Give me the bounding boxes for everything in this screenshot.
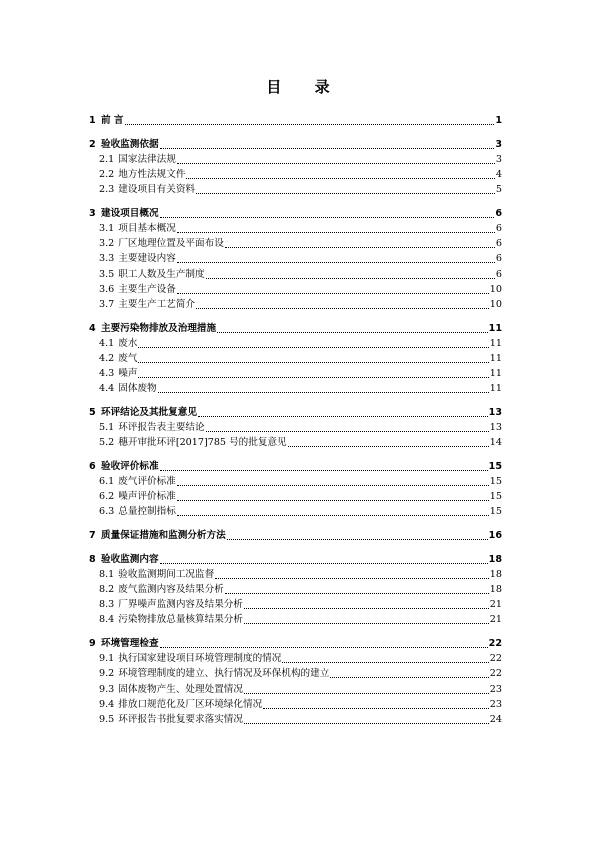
toc-section-entry[interactable] [89,582,502,597]
toc-section-entry[interactable] [89,336,502,351]
toc-leader-dots [138,351,488,363]
toc-section-entry[interactable] [89,435,502,450]
toc-section-entry[interactable] [89,666,502,681]
toc-entry-number: 5.2 [99,437,115,449]
toc-entry-number: 4.2 [99,352,115,364]
toc-entry-label: 执行国家建设项目环境管理制度的情况 [118,653,282,665]
toc-entry-number: 3 [89,207,96,219]
toc-leader-dots [244,682,489,694]
toc-entry-label: 废气监测内容及结果分析 [118,583,224,595]
toc-section-entry[interactable] [89,167,502,182]
toc-section-entry[interactable] [89,351,502,366]
toc-entry-label: 环评结论及其批复意见 [101,406,197,418]
toc-entry-label: 环境管理制度的建立、执行情况及环保机构的建立 [118,668,330,680]
toc-leader-dots [198,405,488,417]
toc-section-entry[interactable] [89,381,502,396]
toc-chapter-entry[interactable] [89,459,502,474]
toc-entry-label: 国家法律法规 [118,153,176,165]
toc-page-number: 1 [495,115,502,127]
toc-leader-dots [177,251,495,263]
toc-entry-number: 8.1 [99,568,115,580]
toc-leader-dots [215,567,489,579]
toc-leader-dots [288,435,489,447]
toc-entry-number: 3.6 [99,283,115,295]
toc-leader-dots [158,381,489,393]
toc-leader-dots [177,504,489,516]
toc-chapter-entry[interactable] [89,405,502,420]
toc-section-entry[interactable] [89,420,502,435]
toc-leader-dots [177,489,489,501]
toc-section-entry[interactable] [89,489,502,504]
toc-page-number: 4 [495,169,502,181]
toc-entry-label: 建设项目概况 [101,207,159,219]
toc-leader-dots [225,582,489,594]
toc-page-number: 18 [489,583,502,595]
toc-entry-label: 验收监测内容 [101,553,159,565]
toc-page-number: 24 [489,713,502,725]
toc-entry-label: 固体废物产生、处理处置情况 [118,683,243,695]
toc-page-number: 6 [495,253,502,265]
toc-page-number: 22 [489,653,502,665]
toc-entry-label: 噪声 [118,368,138,380]
toc-section-entry[interactable] [89,712,502,727]
toc-entry-label: 质量保证措施和监测分析方法 [101,530,226,542]
toc-page-number: 15 [488,460,502,472]
toc-page-number: 6 [495,207,502,219]
toc-leader-dots [160,137,495,149]
toc-page-number: 22 [488,637,502,649]
toc-section-entry[interactable] [89,236,502,251]
toc-leader-dots [196,297,489,309]
toc-page-number: 23 [489,698,502,710]
toc-leader-dots [217,321,488,333]
toc-leader-dots [160,552,488,564]
toc-entry-number: 6.1 [99,476,115,488]
toc-page-number: 11 [488,322,502,334]
toc-chapter-entry[interactable] [89,528,502,543]
toc-entry-number: 4.4 [99,383,115,395]
toc-chapter-entry[interactable] [89,206,502,221]
toc-leader-dots [160,636,488,648]
toc-entry-label: 职工人数及生产制度 [118,268,205,280]
toc-entry-number: 3.1 [99,223,115,235]
toc-section-entry[interactable] [89,182,502,197]
toc-page-number: 13 [488,406,502,418]
toc-page-number: 5 [495,184,502,196]
toc-entry-number: 3.7 [99,299,115,311]
toc-entry-label: 验收监测依据 [101,138,159,150]
toc-entry-label: 验收评价标准 [101,460,159,472]
toc-page-number: 6 [495,223,502,235]
toc-page-number: 15 [489,491,502,503]
page-title: 目 录 [266,78,344,96]
toc-section-entry[interactable] [89,474,502,489]
toc-leader-dots [160,206,495,218]
toc-entry-label: 主要污染物排放及治理措施 [101,322,217,334]
toc-entry-label: 项目基本概况 [118,223,176,235]
toc-leader-dots [225,236,495,248]
toc-entry-number: 9.2 [99,668,115,680]
toc-leader-dots [206,267,495,279]
table-of-contents [89,113,502,727]
toc-page-number: 21 [489,599,502,611]
toc-leader-dots [263,697,489,709]
toc-leader-dots [177,282,489,294]
toc-leader-dots [186,167,494,179]
toc-leader-dots [177,221,495,233]
toc-page-number: 6 [495,238,502,250]
toc-entry-label: 污染物排放总量核算结果分析 [118,614,243,626]
toc-page-number: 11 [489,352,502,364]
toc-entry-label: 废气 [118,352,138,364]
toc-page-number: 18 [489,568,502,580]
toc-entry-number: 2 [89,138,96,150]
toc-page-number: 10 [489,283,502,295]
toc-page-number: 3 [495,153,502,165]
toc-entry-label: 前 言 [101,115,124,127]
toc-entry-number: 9.1 [99,653,115,665]
toc-entry-label: 环评报告书批复要求落实情况 [118,713,243,725]
toc-entry-label: 厂区地理位置及平面布设 [118,238,224,250]
toc-entry-label: 地方性法规文件 [118,169,186,181]
toc-entry-number: 9.4 [99,698,115,710]
toc-entry-label: 环评报告表主要结论 [118,422,205,434]
toc-chapter-entry[interactable] [89,636,502,651]
toc-section-entry[interactable] [89,282,502,297]
toc-entry-label: 废水 [118,337,138,349]
toc-entry-label: 废气评价标准 [118,476,176,488]
toc-leader-dots [160,459,488,471]
toc-section-entry[interactable] [89,651,502,666]
toc-page-number: 11 [489,383,502,395]
toc-page-number: 16 [488,530,502,542]
toc-section-entry[interactable] [89,221,502,236]
toc-page-number: 15 [489,506,502,518]
toc-entry-number: 5 [89,406,96,418]
toc-chapter-entry[interactable] [89,551,502,566]
toc-section-entry[interactable] [89,251,502,266]
toc-entry-label: 验收监测期间工况监督 [118,568,215,580]
toc-entry-number: 8.3 [99,599,115,611]
toc-page-number: 11 [489,368,502,380]
toc-entry-number: 9 [89,637,96,649]
toc-leader-dots [138,336,488,348]
toc-leader-dots [125,113,495,125]
toc-page-number: 21 [489,614,502,626]
toc-page-number: 15 [489,476,502,488]
toc-page-number: 3 [495,138,502,150]
toc-entry-number: 9.5 [99,713,115,725]
toc-leader-dots [138,366,488,378]
toc-page-number: 6 [495,268,502,280]
toc-section-entry[interactable] [89,681,502,696]
toc-entry-label: 主要生产工艺简介 [118,299,196,311]
toc-entry-label: 厂界噪声监测内容及结果分析 [118,599,243,611]
toc-entry-number: 8.4 [99,614,115,626]
toc-section-entry[interactable] [89,597,502,612]
toc-entry-label: 环境管理检查 [101,637,159,649]
toc-page-number: 23 [489,683,502,695]
toc-section-entry[interactable] [89,297,502,312]
toc-entry-number: 3.5 [99,268,115,280]
toc-leader-dots [196,182,495,194]
toc-section-entry[interactable] [89,567,502,582]
toc-entry-number: 3.3 [99,253,115,265]
toc-leader-dots [244,597,489,609]
toc-entry-number: 6.2 [99,491,115,503]
toc-entry-label: 穗开审批环评[2017]785 号的批复意见 [118,437,287,449]
toc-entry-number: 8.2 [99,583,115,595]
toc-section-entry[interactable] [89,504,502,519]
toc-entry-label: 排放口规范化及厂区环境绿化情况 [118,698,263,710]
toc-entry-label: 噪声评价标准 [118,491,176,503]
toc-page-number: 11 [489,337,502,349]
toc-leader-dots [282,651,488,663]
toc-entry-number: 6.3 [99,506,115,518]
toc-entry-label: 主要生产设备 [118,283,176,295]
toc-entry-number: 9.3 [99,683,115,695]
toc-leader-dots [244,712,489,724]
toc-leader-dots [177,474,489,486]
toc-page-number: 22 [489,668,502,680]
toc-section-entry[interactable] [89,366,502,381]
toc-entry-number: 2.3 [99,184,115,196]
toc-leader-dots [227,528,488,540]
toc-entry-number: 1 [89,115,96,127]
toc-entry-number: 7 [89,530,96,542]
toc-leader-dots [177,152,495,164]
toc-page-number: 10 [489,299,502,311]
toc-chapter-entry[interactable] [89,320,502,335]
toc-entry-label: 主要建设内容 [118,253,176,265]
toc-entry-number: 2.2 [99,169,115,181]
toc-entry-number: 3.2 [99,238,115,250]
toc-section-entry[interactable] [89,612,502,627]
toc-entry-label: 固体废物 [118,383,157,395]
toc-entry-label: 建设项目有关资料 [118,184,196,196]
toc-leader-dots [244,612,489,624]
toc-section-entry[interactable] [89,266,502,281]
toc-entry-number: 5.1 [99,422,115,434]
toc-entry-number: 4.3 [99,368,115,380]
toc-leader-dots [330,666,488,678]
toc-entry-number: 6 [89,460,96,472]
toc-entry-number: 8 [89,553,96,565]
toc-chapter-entry[interactable] [89,113,502,128]
toc-page-number: 13 [489,422,502,434]
toc-leader-dots [206,420,489,432]
toc-entry-number: 4 [89,322,96,334]
toc-section-entry[interactable] [89,697,502,712]
toc-section-entry[interactable] [89,152,502,167]
toc-entry-label: 总量控制指标 [118,506,176,518]
toc-page-number: 18 [488,553,502,565]
toc-page-number: 14 [489,437,502,449]
toc-entry-number: 4.1 [99,337,115,349]
toc-entry-number: 2.1 [99,153,115,165]
toc-chapter-entry[interactable] [89,137,502,152]
